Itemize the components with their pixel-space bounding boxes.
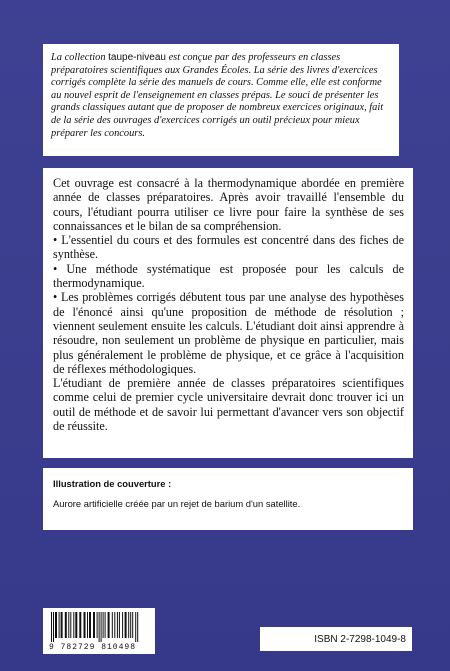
description-bullet-3: • Les problèmes corrigés débutent tous par une analyse des hypothèses de l'énoncé ainsi qu'une proposition de méthode de résolution ; viennent seulement ensuite les calculs. L'étudiant doit ainsi apprendre à résoudre, non seulement un problème de physique en particulier, mais plus généralement le problème de physique, et ce grâce à l'acquisition de réflexes méthodologiques. xyxy=(53,290,404,376)
barcode-digits: 9 782729 810498 xyxy=(49,643,137,652)
barcode-bar xyxy=(108,612,110,638)
barcode-bar xyxy=(75,612,77,638)
barcode-bar xyxy=(105,612,106,638)
barcode-bar xyxy=(53,612,54,642)
barcode-box xyxy=(43,608,155,654)
barcode-bar xyxy=(122,612,123,638)
barcode-bar xyxy=(51,612,52,642)
barcode-bar xyxy=(84,612,86,638)
collection-brand-name: taupe-niveau xyxy=(108,52,166,63)
book-description-box xyxy=(43,168,413,458)
description-paragraph-1: Cet ouvrage est consacré à la thermodynamique abordée en première année de classes préparatoires. Après avoir travaillé l'ensemble du cours, l'étudiant pourra utiliser ce livre pour faire la synthèse de ses connaissances et le bilan de sa compréhension. xyxy=(53,176,404,233)
barcode-bar xyxy=(128,612,129,638)
barcode-bar xyxy=(125,612,127,638)
barcode-bar xyxy=(68,612,69,638)
intro-text-rest: est conçue par des professeurs en classes préparatoires scientifiques aux Grandes Écoles. La série des livres d'exercices corrigés complète la série des manuels de cours. Comme elle, elle est conforme au nouvel esprit de l'enseignement en classes prépas. Le souci de présenter les grands classiques autant que de proposer de nombreux exercices originaux, fait de la série des ouvrages d'exercices corrigés un outil précieux pour mieux préparer les concours. xyxy=(51,52,384,139)
cover-illustration-credits xyxy=(43,468,413,530)
barcode-bar xyxy=(101,612,102,642)
barcode-bar xyxy=(137,612,138,642)
barcode-bar xyxy=(87,612,88,638)
collection-intro-box xyxy=(43,44,399,156)
barcode-bar xyxy=(130,612,131,638)
barcode-bar xyxy=(79,612,81,638)
description-bullet-1: • L'essentiel du cours et des formules est concentré dans des fiches de synthèse. xyxy=(53,233,404,262)
barcode-bar xyxy=(59,612,60,638)
barcode-bar xyxy=(117,612,118,638)
intro-text-start: La collection xyxy=(51,52,109,63)
barcode-bar xyxy=(97,612,98,638)
barcode-bar xyxy=(119,612,120,638)
barcode-bar xyxy=(99,612,100,642)
barcode-bar xyxy=(73,612,74,638)
isbn-label: ISBN 2-7298-1049-8 xyxy=(260,627,412,651)
barcode-bar xyxy=(135,612,136,642)
barcode-bar xyxy=(112,612,113,638)
barcode-bars xyxy=(49,612,149,642)
barcode-bar xyxy=(132,612,133,638)
barcode-bar xyxy=(103,612,104,638)
barcode-bar xyxy=(70,612,71,638)
barcode-bar xyxy=(93,612,95,638)
credits-label: Illustration de couverture : xyxy=(53,478,172,489)
description-paragraph-final: L'étudiant de première année de classes préparatoires scientifiques comme celui de premier cycle universitaire devrait donc trouver ici un outil de méthode et de savoir lui permettant d'avancer vers son objectif de réussite. xyxy=(53,376,404,434)
barcode-bar xyxy=(65,612,67,638)
barcode-bar xyxy=(61,612,63,638)
barcode-bar xyxy=(55,612,57,638)
barcode-bar xyxy=(89,612,91,638)
credits-text: Aurore artificielle créée par un rejet de barium d'un satellite. xyxy=(53,498,301,509)
barcode-bar xyxy=(114,612,115,638)
description-bullet-2: • Une méthode systématique est proposée pour les calculs de thermodynamique. xyxy=(53,261,404,291)
